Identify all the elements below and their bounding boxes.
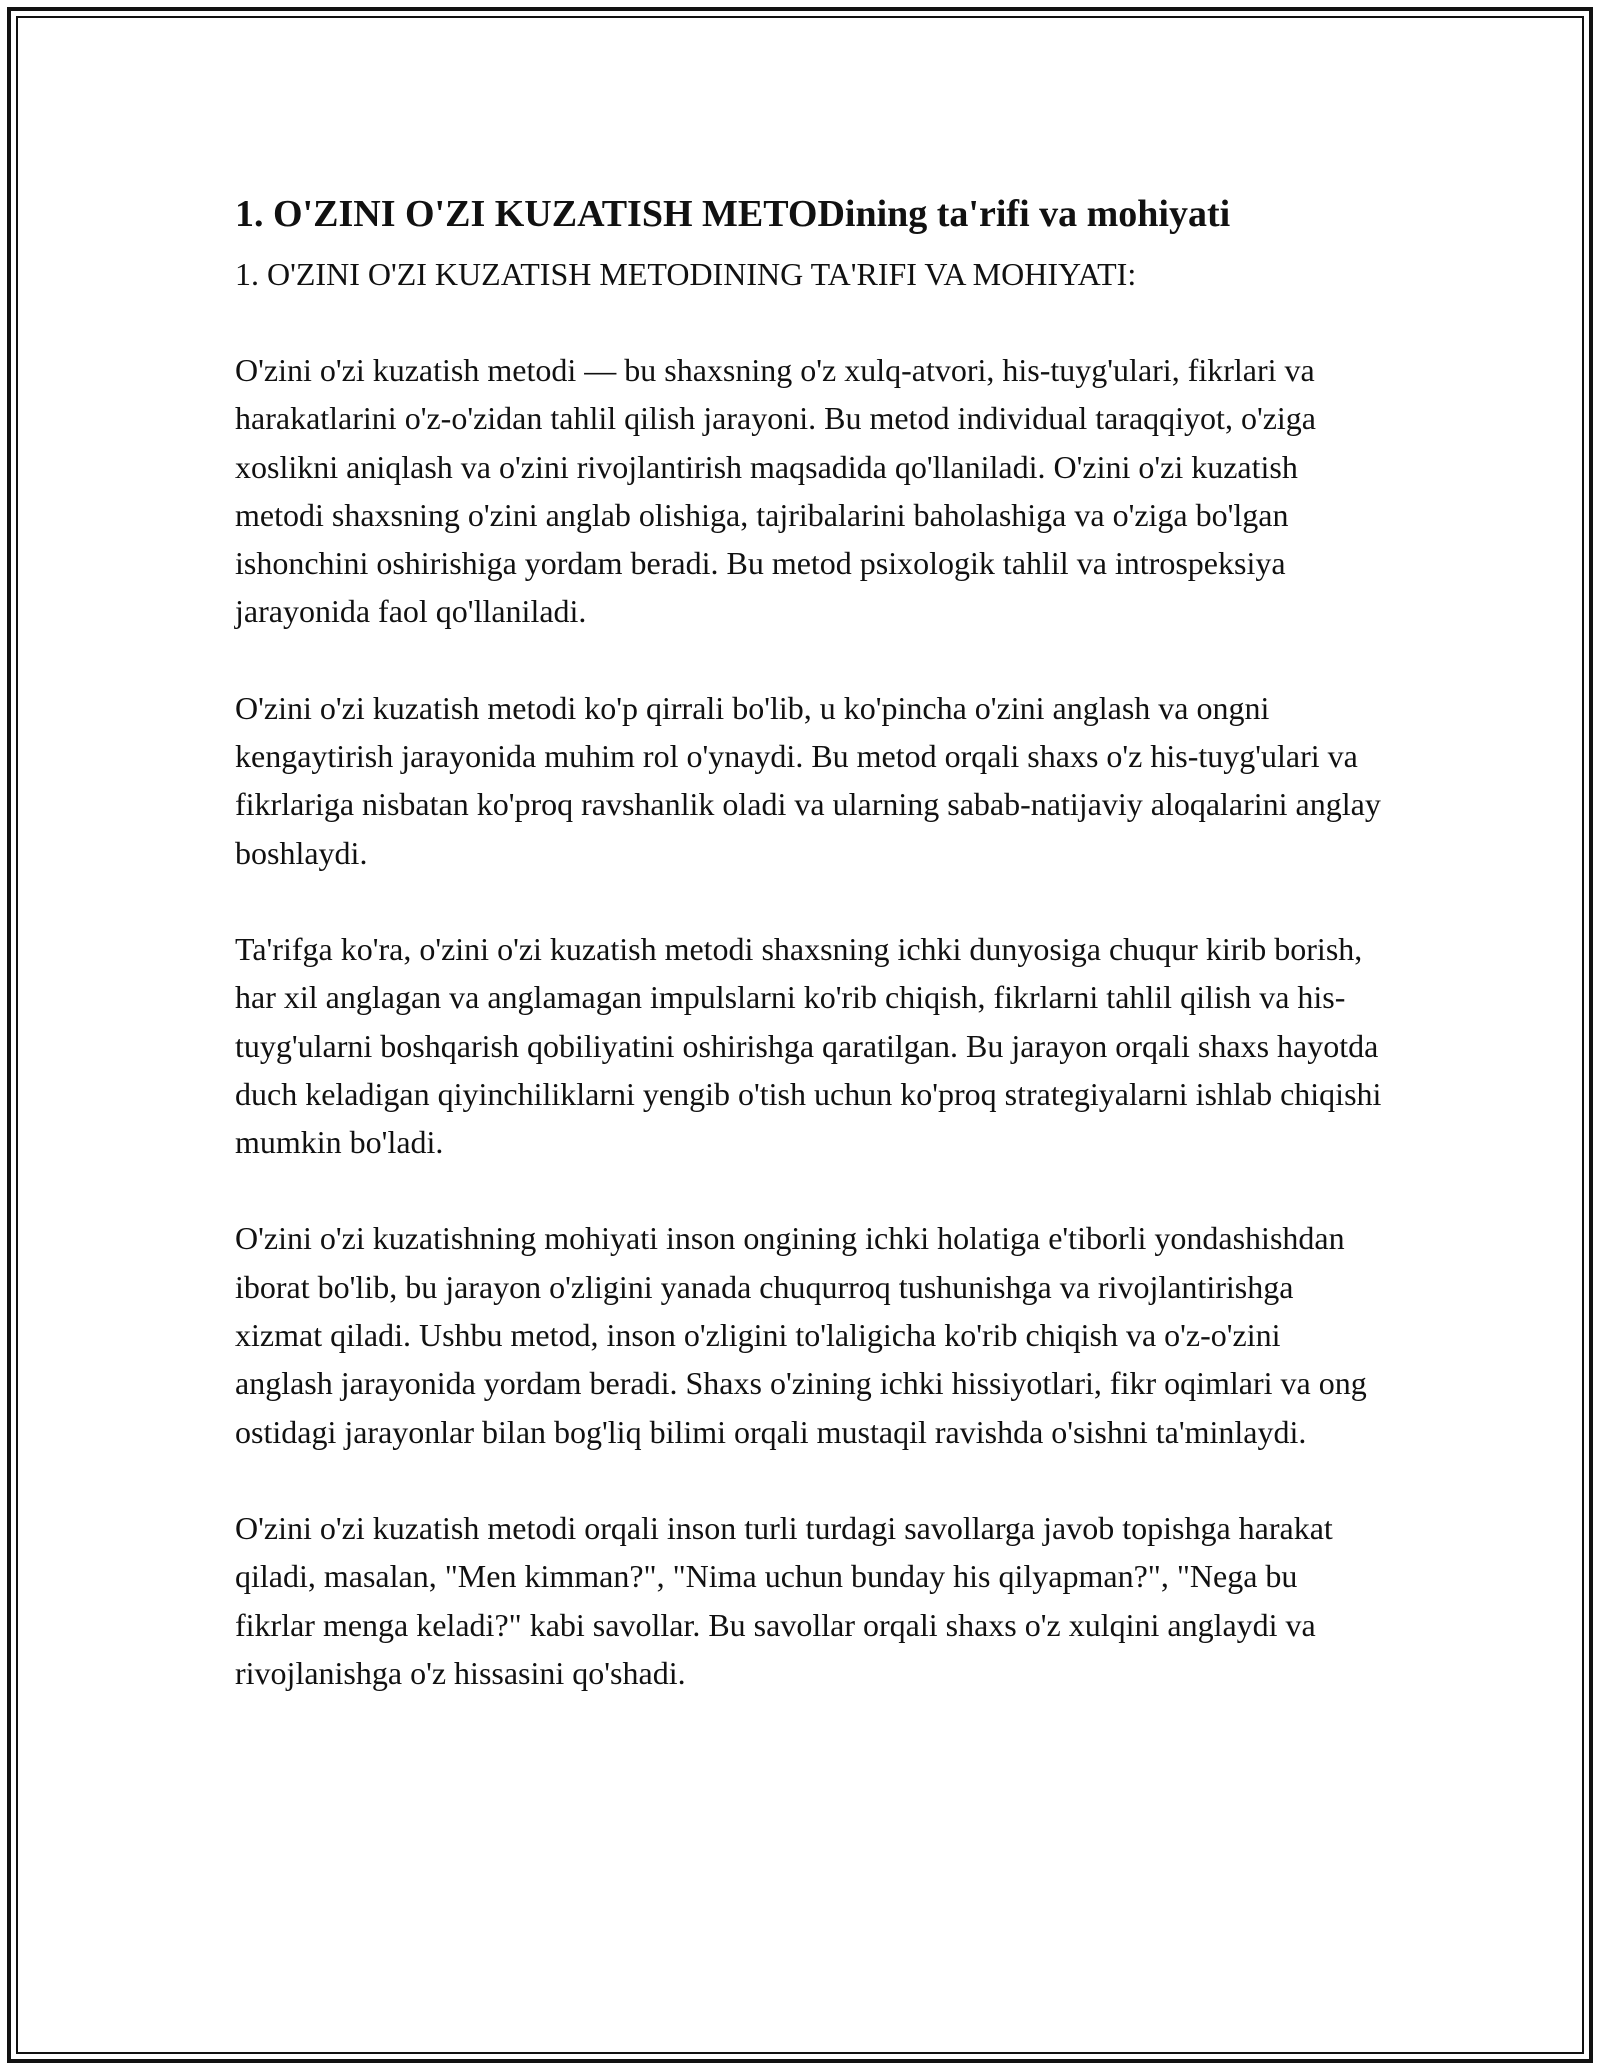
paragraph-3: Ta'rifga ko'ra, o'zini o'zi kuzatish metodi shaxsning ichki dunyosiga chuqur kirib borish, har xil anglagan va anglamagan impulslarni ko'rib chiqish, fikrlarni tahlil qilish va his-tuyg'ularni boshqarish qobiliyatini oshirishga qaratilgan. Bu jarayon orqali shaxs hayotda duch keladigan qiyinchiliklarni yengib o'tish uchun ko'proq strategiyalarni ishlab chiqishi mumkin bo'ladi. bbox=[235, 930, 1382, 1161]
paragraph-2: O'zini o'zi kuzatish metodi ko'p qirrali bo'lib, u ko'pincha o'zini anglash va ongni kengaytirish jarayonida muhim rol o'ynaydi. Bu metod orqali shaxs o'z his-tuyg'ulari va fikrlariga nisbatan ko'proq ravshanlik oladi va ularning sabab-natijaviy aloqalarini anglay boshlaydi. bbox=[235, 689, 1381, 871]
document-title: 1. O'ZINI O'ZI KUZATISH METODining ta'rifi va mohiyati bbox=[235, 193, 1231, 235]
paragraph-4: O'zini o'zi kuzatishning mohiyati inson ongining ichki holatiga e'tiborli yondashishdan iborat bo'lib, bu jarayon o'zligini yanada chuqurroq tushunishga va rivojlantirishga xizmat qiladi. Ushbu metod, inson o'zligini to'laligicha ko'rib chiqish va o'z-o'zini anglash jarayonida yordam beradi. Shaxs o'zining ichki hissiyotlari, fikr oqimlari va ong ostidagi jarayonlar bilan bog'liq bilimi orqali mustaqil ravishda o'sishni ta'minlaydi. bbox=[235, 1220, 1367, 1450]
document-body bbox=[235, 188, 1385, 1697]
paragraph-1: O'zini o'zi kuzatish metodi — bu shaxsning o'z xulq-atvori, his-tuyg'ulari, fikrlari va harakatlarini o'z-o'zidan tahlil qilish jarayoni. Bu metod individual taraqqiyot, o'ziga xoslikni aniqlash va o'zini rivojlantirish maqsadida qo'llaniladi. O'zini o'zi kuzatish metodi shaxsning o'zini anglab olishiga, tajribalarini baholashiga va o'ziga bo'lgan ishonchini oshirishiga yordam beradi. Bu metod psixologik tahlil va introspeksiya jarayonida faol qo'llaniladi. bbox=[235, 352, 1316, 630]
document-subtitle: 1. O'ZINI O'ZI KUZATISH METODINING TA'RIFI VA MOHIYATI: bbox=[235, 256, 1137, 292]
paragraph-5: O'zini o'zi kuzatish metodi orqali inson turli turdagi savollarga javob topishga harakat qiladi, masalan, "Men kimman?", "Nima uchun bunday his qilyapman?", "Nega bu fikrlar menga keladi?" kabi savollar. Bu savollar orqali shaxs o'z xulqini anglaydi va rivojlanishga o'z hissasini qo'shadi. bbox=[235, 1509, 1333, 1691]
